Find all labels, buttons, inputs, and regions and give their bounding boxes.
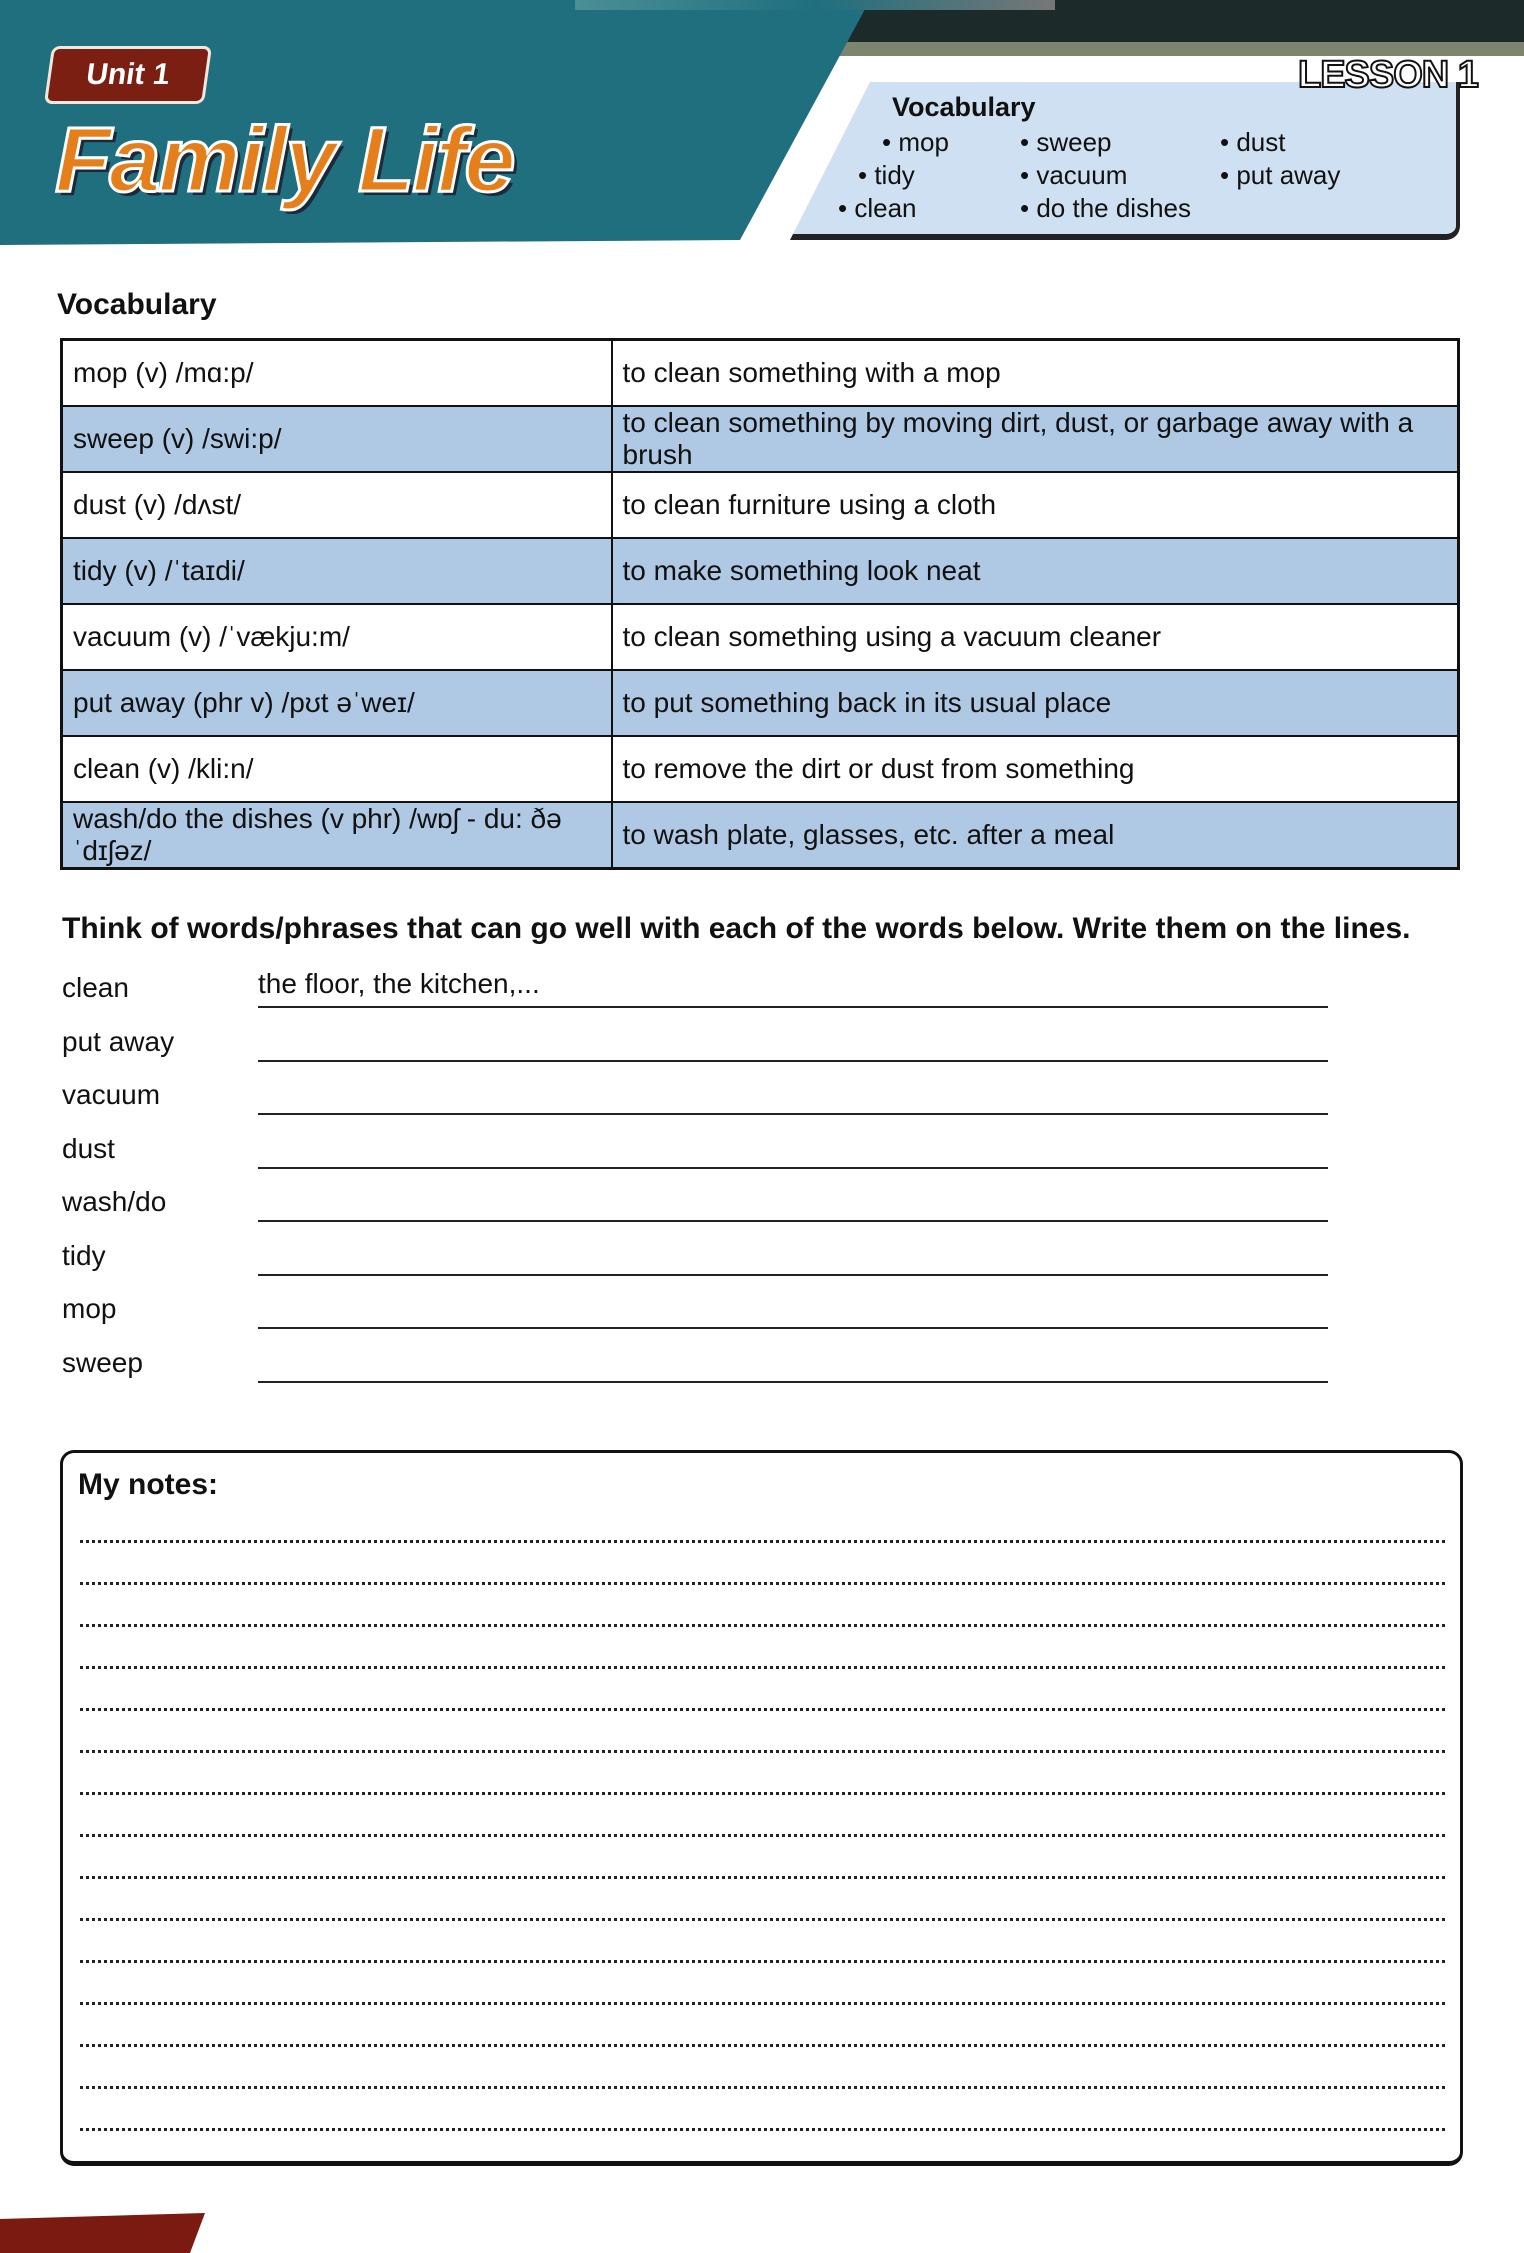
table-row xyxy=(62,340,1459,406)
notes-line[interactable] xyxy=(80,2044,1445,2047)
answer-line[interactable] xyxy=(258,1343,1328,1383)
notes-line[interactable] xyxy=(80,1708,1445,1711)
vocab-word: • tidy xyxy=(858,160,915,191)
term-cell: tidy (v) /ˈtaɪdi/ xyxy=(62,538,612,604)
vocab-word: • mop xyxy=(882,127,949,158)
notes-line[interactable] xyxy=(80,1666,1445,1669)
vocabulary-box-title: Vocabulary xyxy=(892,92,1036,122)
vocab-word: • clean xyxy=(838,193,916,224)
exercise-word: clean xyxy=(62,972,129,1003)
table-row xyxy=(62,538,1459,604)
vocab-word: • vacuum xyxy=(1020,160,1127,191)
exercise-word: tidy xyxy=(62,1239,106,1271)
answer-line[interactable] xyxy=(258,1236,1328,1276)
notes-title: My notes: xyxy=(78,1468,219,1501)
exercise-word: wash/do xyxy=(62,1186,167,1217)
definition-cell: to clean something with a mop xyxy=(612,340,1459,406)
exercise-word: vacuum xyxy=(62,1079,161,1110)
lesson-label: LESSON 1 xyxy=(1298,54,1478,96)
notes-line[interactable] xyxy=(80,2002,1445,2005)
term-cell: sweep (v) /swi:p/ xyxy=(62,406,612,472)
table-row xyxy=(62,736,1459,802)
table-row xyxy=(62,472,1459,538)
vocab-word: • dust xyxy=(1220,127,1285,158)
exercise-instruction: Think of words/phrases that can go well with each of the words below. Write them on the lines. xyxy=(62,912,1411,945)
answer-line[interactable] xyxy=(258,1182,1328,1222)
vocabulary-heading: Vocabulary xyxy=(57,288,217,321)
notes-box xyxy=(60,1450,1463,2166)
term-cell: wash/do the dishes (v phr) /wɒʃ - du: ðə ˈdɪʃəz/ xyxy=(62,802,612,869)
page-title: Family Life xyxy=(55,109,514,211)
definition-cell: to make something look neat xyxy=(612,538,1459,604)
term-cell: dust (v) /dʌst/ xyxy=(62,472,612,538)
exercise-word: sweep xyxy=(62,1346,143,1378)
term-cell: vacuum (v) /ˈvækju:m/ xyxy=(62,604,612,670)
vocab-word: • sweep xyxy=(1020,127,1111,158)
term-cell: clean (v) /kli:n/ xyxy=(62,736,612,802)
definition-cell: to wash plate, glasses, etc. after a meal xyxy=(612,802,1459,869)
exercise-word: dust xyxy=(62,1132,115,1164)
vocab-word: • do the dishes xyxy=(1020,193,1191,224)
notes-line[interactable] xyxy=(80,1876,1445,1879)
answer-line[interactable] xyxy=(258,1129,1328,1169)
answer-line[interactable] xyxy=(258,1289,1328,1329)
definition-cell: to clean furniture using a cloth xyxy=(612,472,1459,538)
definition-cell: to remove the dirt or dust from something xyxy=(612,736,1459,802)
header-top-strip xyxy=(575,0,1055,10)
definition-cell: to put something back in its usual place xyxy=(612,670,1459,736)
vocabulary-table xyxy=(60,338,1460,870)
unit-label: Unit 1 xyxy=(84,58,173,91)
table-row xyxy=(62,802,1459,869)
corner-decoration xyxy=(0,2213,205,2253)
term-cell: mop (v) /mɑ:p/ xyxy=(62,340,612,406)
table-row xyxy=(62,406,1459,472)
notes-line[interactable] xyxy=(80,1960,1445,1963)
definition-cell: to clean something using a vacuum cleaner xyxy=(612,604,1459,670)
answer-line[interactable] xyxy=(258,1022,1328,1062)
notes-line[interactable] xyxy=(80,2086,1445,2089)
vocab-word: • put away xyxy=(1220,160,1340,191)
notes-line[interactable] xyxy=(80,2128,1445,2131)
notes-line[interactable] xyxy=(80,1918,1445,1921)
answer-line[interactable] xyxy=(258,1075,1328,1115)
exercise-word: mop xyxy=(62,1293,117,1324)
answer-line[interactable]: the floor, the kitchen,... xyxy=(258,968,1328,1008)
notes-line[interactable] xyxy=(80,1750,1445,1753)
notes-line[interactable] xyxy=(80,1624,1445,1627)
notes-line[interactable] xyxy=(80,1582,1445,1585)
term-cell: put away (phr v) /pʊt əˈweɪ/ xyxy=(62,670,612,736)
notes-line[interactable] xyxy=(80,1834,1445,1837)
table-row xyxy=(62,604,1459,670)
notes-line[interactable] xyxy=(80,1540,1445,1543)
unit-badge xyxy=(44,46,212,104)
exercise-word: put away xyxy=(62,1025,175,1057)
notes-line[interactable] xyxy=(80,1792,1445,1795)
definition-cell: to clean something by moving dirt, dust, or garbage away with a brush xyxy=(612,406,1459,472)
table-row xyxy=(62,670,1459,736)
